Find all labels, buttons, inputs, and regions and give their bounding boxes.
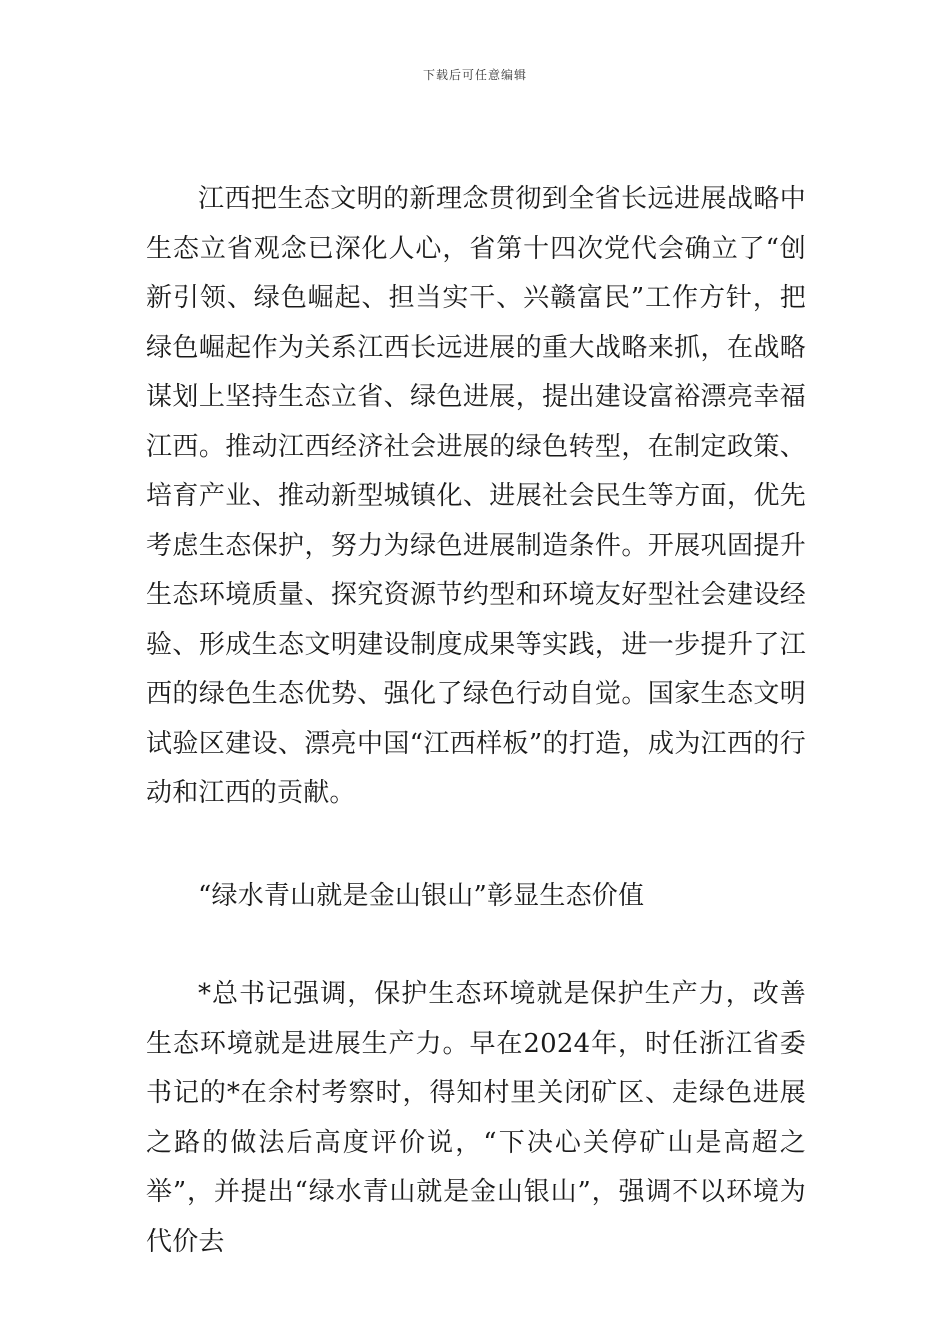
header-note: 下载后可任意编辑 — [422, 68, 527, 82]
paragraph-1: 江西把生态文明的新理念贯彻到全省长远进展战略中生态立省观念已深化人心，省第十四次党代会确立了“创新引领、绿色崛起、担当实干、兴赣富民”工作方针，把绿色崛起作为关系江西长远进展的重大战略来抓，在战略谋划上坚持生态立省、绿色进展，提出建设富裕漂亮幸福江西。推动江西经济社会进展的绿色转型，在制定政策、培育产业、推动新型城镇化、进展社会民生等方面，优先考虑生态保护，努力为绿色进展制造条件。开展巩固提升生态环境质量、探究资源节约型和环境友好型社会建设经验、形成生态文明建设制度成果等实践，进一步提升了江西的绿色生态优势、强化了绿色行动自觉。国家生态文明试验区建设、漂亮中国“江西样板”的打造，成为江西的行动和江西的贡献。 — [146, 184, 806, 808]
section-heading: “绿水青山就是金山银山”彰显生态价值 — [198, 881, 645, 911]
paragraph-2: *总书记强调，保护生态环境就是保护生产力，改善生态环境就是进展生产力。早在2024年，时任浙江省委书记的*在余村考察时，得知村里关闭矿区、走绿色进展之路的做法后高度评价说，“下决心关停矿山是高超之举”，并提出“绿水青山就是金山银山”，强调不以环境为代价去 — [146, 979, 806, 1257]
